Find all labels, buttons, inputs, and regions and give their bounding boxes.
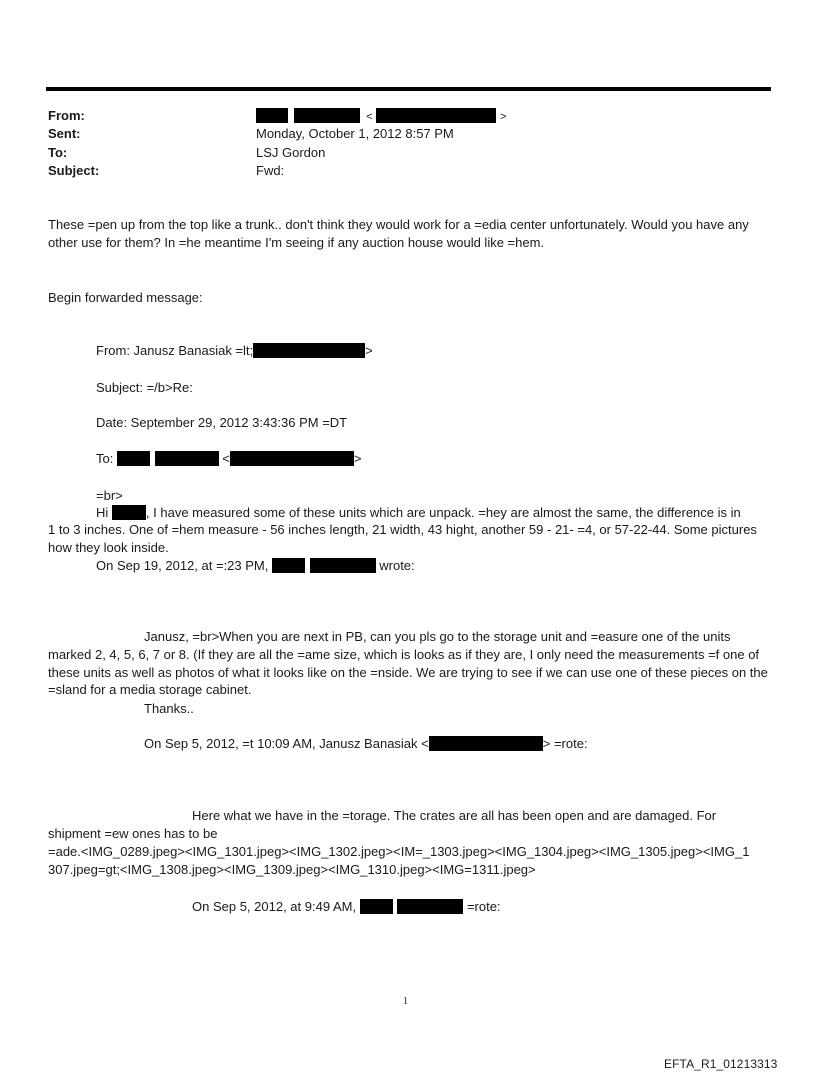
redaction-box bbox=[155, 451, 219, 466]
forwarded-from-line bbox=[96, 342, 373, 359]
redaction-box bbox=[256, 108, 288, 123]
redaction-box bbox=[230, 451, 354, 466]
redaction-box bbox=[397, 899, 463, 914]
from-open-bracket: < bbox=[366, 111, 373, 123]
from-label: From: bbox=[48, 108, 85, 123]
on-sep5-rote: > =rote: bbox=[542, 736, 588, 751]
on-sep5b-text: On Sep 5, 2012, at 9:49 AM, bbox=[192, 899, 357, 914]
on-sep19-line bbox=[96, 557, 415, 574]
to-value: LSJ Gordon bbox=[256, 145, 326, 160]
image-list-line-2: 307.jpeg=gt;<IMG_1308.jpeg><IMG_1309.jpeg><IMG_1310.jpeg><IMG=1311.jpeg> bbox=[48, 862, 536, 877]
intro-paragraph: These =pen up from the top like a trunk.. don't think they would work for a =edia center unfortunately. Would you have any other use for them? In =he meantime I'm seeing if any auction house would like =hem. bbox=[48, 217, 749, 250]
forwarded-date-line: Date: September 29, 2012 3:43:36 PM =DT bbox=[96, 415, 348, 430]
forwarded-from-close: > bbox=[365, 343, 373, 358]
redaction-box bbox=[117, 451, 150, 466]
on-sep5-line bbox=[144, 735, 588, 752]
redaction-box bbox=[272, 558, 305, 573]
image-list-line-1: =ade.<IMG_0289.jpeg><IMG_1301.jpeg><IMG_1302.jpeg><IM=_1303.jpeg><IMG_1304.jpeg><IMG_1305.jpeg><IMG_1 bbox=[48, 844, 750, 859]
shipment-line: shipment =ew ones has to be bbox=[48, 826, 218, 841]
sent-label: Sent: bbox=[48, 126, 81, 141]
forwarded-to-line bbox=[96, 450, 361, 467]
redaction-box bbox=[360, 899, 393, 914]
on-sep19-wrote: wrote: bbox=[379, 558, 415, 573]
redaction-box bbox=[376, 108, 496, 123]
on-sep5b-rote: =rote: bbox=[466, 899, 501, 914]
redaction-box bbox=[253, 343, 365, 358]
bates-number: EFTA_R1_01213313 bbox=[664, 1057, 778, 1071]
hi-text: Hi bbox=[96, 505, 109, 520]
forwarded-to-label: To: bbox=[96, 451, 114, 466]
storage-first-line: Here what we have in the =torage. The crates are all has been open and are damaged. For bbox=[192, 808, 717, 823]
hi-rest-text: , I have measured some of these units which are unpack. =hey are almost the same, the difference is in bbox=[145, 505, 741, 520]
begin-forwarded-label: Begin forwarded message: bbox=[48, 290, 203, 305]
on-sep19-text: On Sep 19, 2012, at =:23 PM, bbox=[96, 558, 269, 573]
header-rule bbox=[46, 87, 771, 91]
redaction-box bbox=[429, 736, 543, 751]
forwarded-from-text: From: Janusz Banasiak =lt; bbox=[96, 343, 254, 358]
forwarded-subject-line: Subject: =/b>Re: bbox=[96, 380, 193, 395]
on-sep5b-line bbox=[192, 898, 501, 915]
janusz-request-first-line: Janusz, =br>When you are next in PB, can you pls go to the storage unit and =easure one of the units bbox=[144, 629, 731, 644]
to-label: To: bbox=[48, 145, 68, 160]
hi-line bbox=[96, 504, 741, 521]
sent-value: Monday, October 1, 2012 8:57 PM bbox=[256, 126, 454, 141]
subject-value: Fwd: bbox=[256, 163, 285, 178]
page-number: 1 bbox=[403, 996, 408, 1007]
forwarded-to-close: > bbox=[353, 451, 362, 466]
br-tag-text: =br> bbox=[96, 488, 123, 503]
thanks-text: Thanks.. bbox=[144, 701, 194, 716]
subject-label: Subject: bbox=[48, 163, 100, 178]
redaction-box bbox=[112, 505, 146, 520]
on-sep5-text: On Sep 5, 2012, =t 10:09 AM, Janusz Banasiak < bbox=[144, 736, 429, 751]
janusz-request-paragraph: marked 2, 4, 5, 6, 7 or 8. (If they are all the =ame size, which is looks as if they are, I only need the measurements =f one of these units as well as photos of what it looks like on the =nside. We are trying to see if we can use one of these pieces on the =sland for a media storage cabinet. bbox=[48, 647, 768, 697]
redaction-box bbox=[294, 108, 360, 123]
redaction-box bbox=[310, 558, 376, 573]
forwarded-to-open: < bbox=[222, 451, 230, 466]
from-close-bracket: > bbox=[499, 111, 507, 123]
from-value bbox=[256, 108, 506, 123]
measurements-paragraph: 1 to 3 inches. One of =hem measure - 56 inches length, 21 width, 43 hight, another 59 - 21- =4, or 57-22-44. Some pictures how they look inside. bbox=[48, 522, 757, 555]
